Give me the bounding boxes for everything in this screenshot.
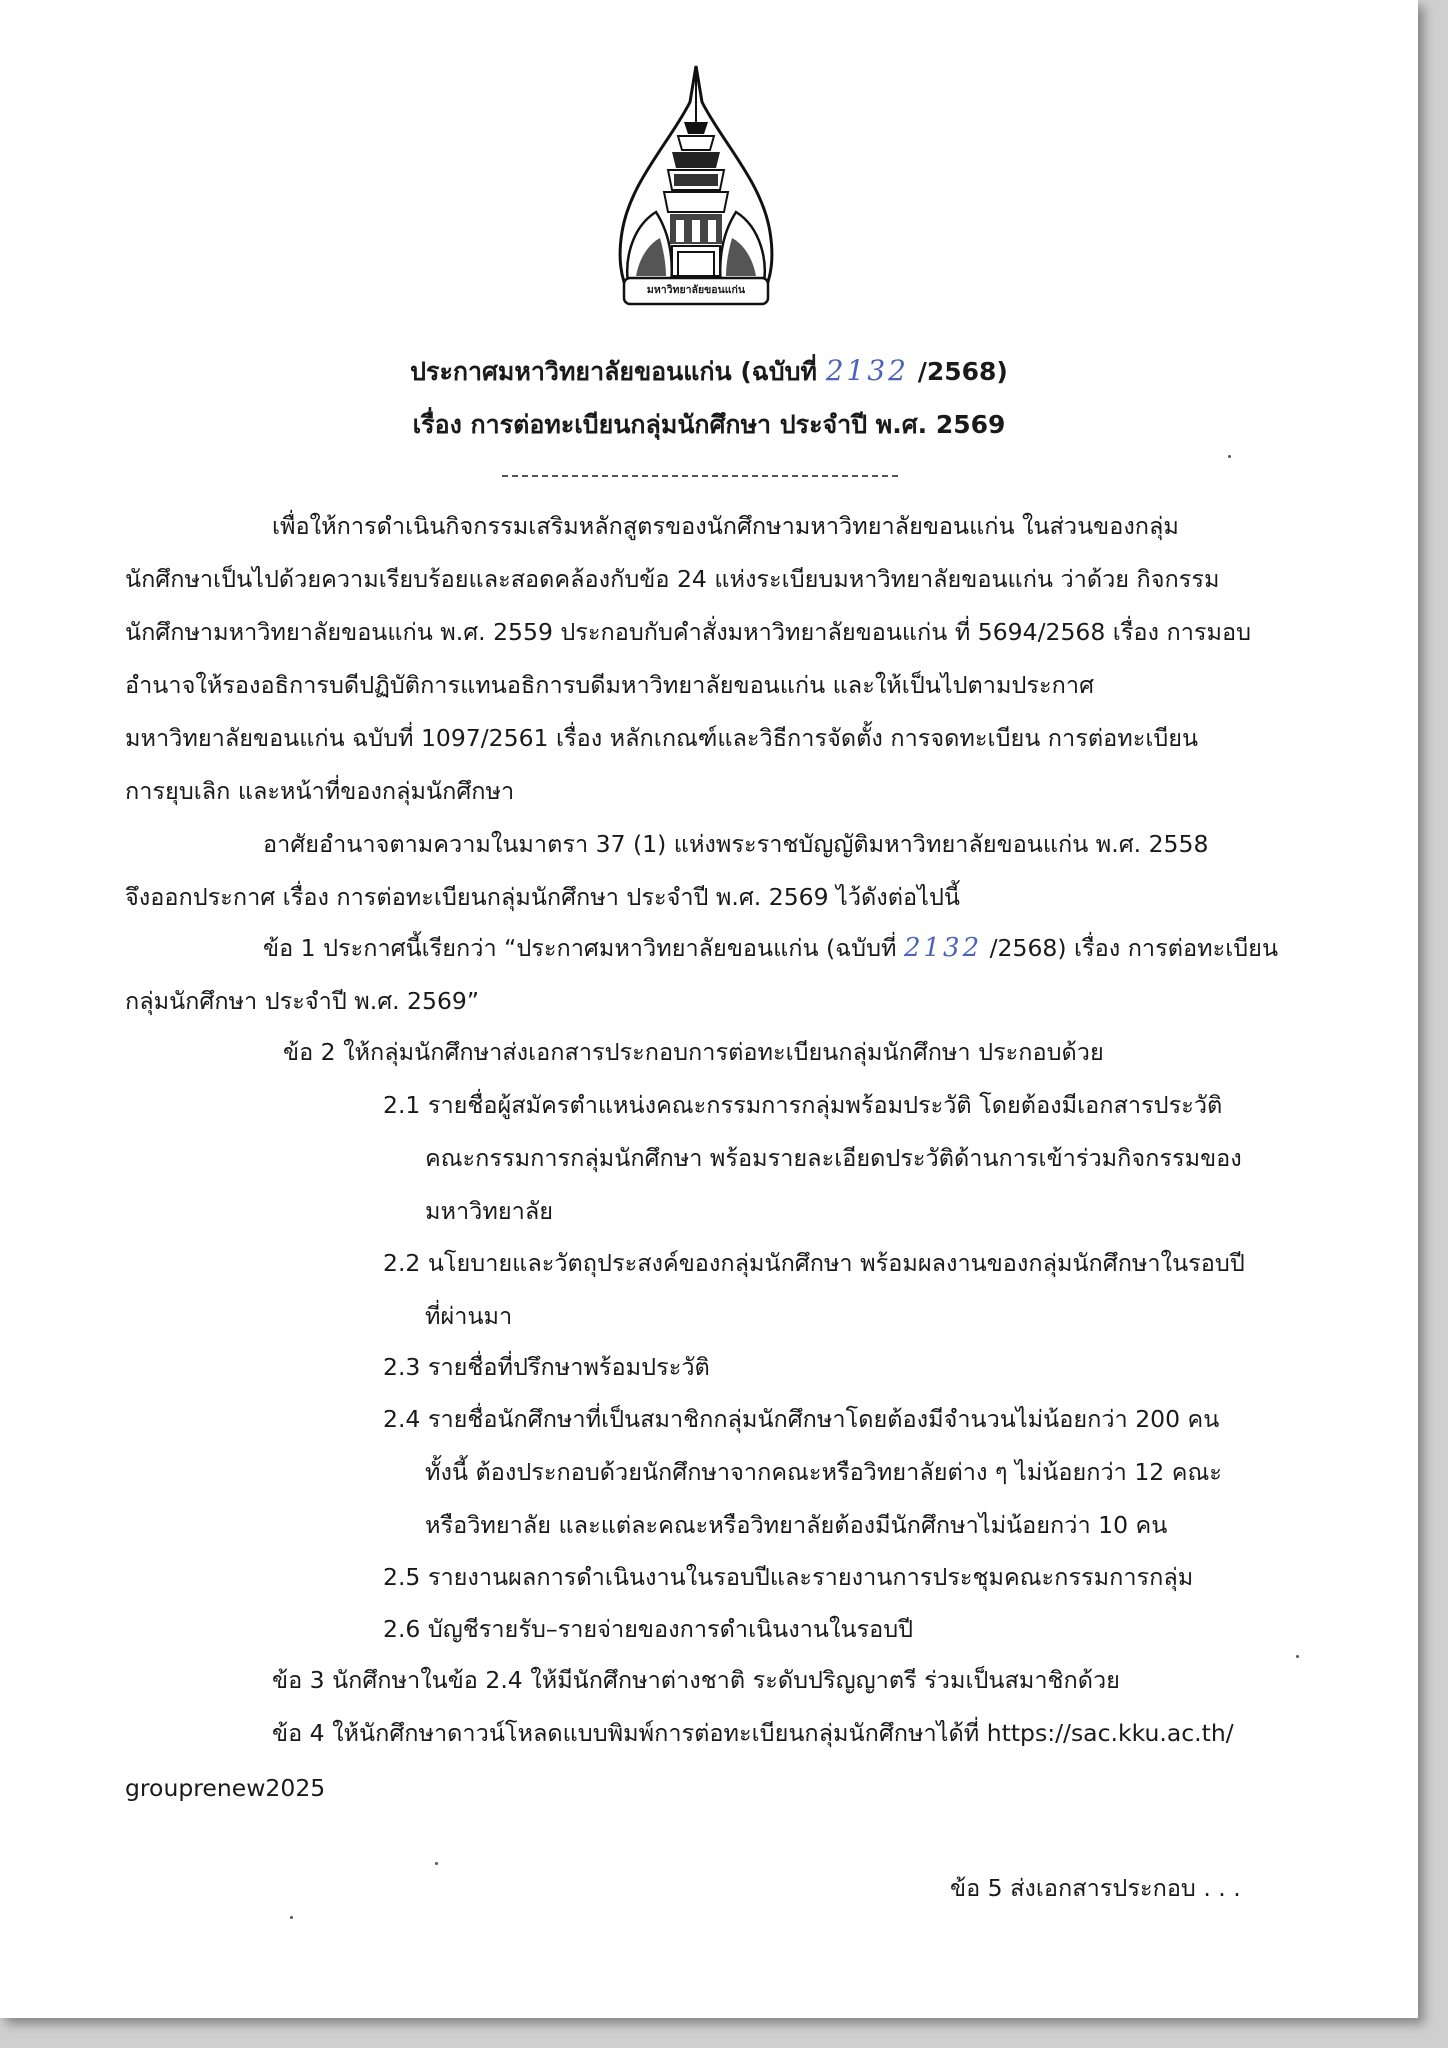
sub-item-2-1: มหาวิทยาลัย [425, 1197, 553, 1225]
announcement-title [0, 352, 1418, 392]
emblem-caption: มหาวิทยาลัยขอนแก่น [646, 284, 746, 296]
sub-item-2-4: หรือวิทยาลัย และแต่ละคณะหรือวิทยาลัยต้องมีนักศึกษาไม่น้อยกว่า 10 คน [425, 1511, 1168, 1539]
title-suffix: /2568) [917, 357, 1008, 386]
paragraph-line: มหาวิทยาลัยขอนแก่น ฉบับที่ 1097/2561 เรื่อง หลักเกณฑ์และวิธีการจัดตั้ง การจดทะเบียน การต่อทะเบียน [125, 724, 1199, 752]
sub-item-2-1: 2.1 รายชื่อผู้สมัครตำแหน่งคณะกรรมการกลุ่มพร้อมประวัติ โดยต้องมีเอกสารประวัติ [383, 1091, 1223, 1119]
paragraph-line: นักศึกษาเป็นไปด้วยความเรียบร้อยและสอดคล้องกับข้อ 24 แห่งระเบียบมหาวิทยาลัยขอนแก่น ว่าด้วย กิจกรรม [125, 565, 1220, 593]
sub-item-2-2: ที่ผ่านมา [425, 1302, 513, 1330]
sub-item-2-4: 2.4 รายชื่อนักศึกษาที่เป็นสมาชิกกลุ่มนักศึกษาโดยต้องมีจำนวนไม่น้อยกว่า 200 คน [383, 1405, 1220, 1433]
paragraph-line: อำนาจให้รองอธิการบดีปฏิบัติการแทนอธิการบดีมหาวิทยาลัยขอนแก่น และให้เป็นไปตามประกาศ [125, 671, 1094, 699]
item-1-line: ข้อ 1 ประกาศนี้เรียกว่า “ประกาศมหาวิทยาลัยขอนแก่น (ฉบับที่ 2132 /2568) เรื่อง การต่อทะเบียน [263, 933, 1279, 963]
item-2-line: ข้อ 2 ให้กลุ่มนักศึกษาส่งเอกสารประกอบการต่อทะเบียนกลุ่มนักศึกษา ประกอบด้วย [283, 1038, 1104, 1066]
title-separator [502, 475, 898, 477]
scan-speck [435, 1862, 438, 1865]
scan-speck [290, 1916, 293, 1919]
handwritten-number: 2132 [825, 354, 909, 387]
item-3-line: ข้อ 3 นักศึกษาในข้อ 2.4 ให้มีนักศึกษาต่างชาติ ระดับปริญญาตรี ร่วมเป็นสมาชิกด้วย [272, 1666, 1120, 1694]
paragraph-line: อาศัยอำนาจตามความในมาตรา 37 (1) แห่งพระราชบัญญัติมหาวิทยาลัยขอนแก่น พ.ศ. 2558 [263, 830, 1209, 858]
item-4-line: ข้อ 4 ให้นักศึกษาดาวน์โหลดแบบพิมพ์การต่อทะเบียนกลุ่มนักศึกษาได้ที่ https://sac.kku.ac.th/ [272, 1719, 1234, 1747]
paragraph-line: เพื่อให้การดำเนินกิจกรรมเสริมหลักสูตรของนักศึกษามหาวิทยาลัยขอนแก่น ในส่วนของกลุ่ม [272, 512, 1179, 540]
sub-item-2-1: คณะกรรมการกลุ่มนักศึกษา พร้อมรายละเอียดประวัติด้านการเข้าร่วมกิจกรรมของ [425, 1144, 1242, 1172]
item-1-line: กลุ่มนักศึกษา ประจำปี พ.ศ. 2569” [125, 987, 480, 1015]
continuation-note: ข้อ 5 ส่งเอกสารประกอบ . . . [950, 1874, 1241, 1902]
sub-item-2-5: 2.5 รายงานผลการดำเนินงานในรอบปีและรายงานการประชุมคณะกรรมการกลุ่ม [383, 1563, 1194, 1591]
scan-speck [1296, 1655, 1299, 1658]
scan-speck [1228, 455, 1231, 458]
handwritten-number: 2132 [903, 933, 983, 963]
item-4-url-continuation: grouprenew2025 [125, 1774, 326, 1802]
paragraph-line: จึงออกประกาศ เรื่อง การต่อทะเบียนกลุ่มนักศึกษา ประจำปี พ.ศ. 2569 ไว้ดังต่อไปนี้ [125, 883, 960, 911]
sub-item-2-2: 2.2 นโยบายและวัตถุประสงค์ของกลุ่มนักศึกษา พร้อมผลงานของกลุ่มนักศึกษาในรอบปี [383, 1249, 1245, 1277]
paragraph-line: การยุบเลิก และหน้าที่ของกลุ่มนักศึกษา [125, 777, 515, 805]
sub-item-2-6: 2.6 บัญชีรายรับ–รายจ่ายของการดำเนินงานในรอบปี [383, 1615, 914, 1643]
sub-item-2-4: ทั้งนี้ ต้องประกอบด้วยนักศึกษาจากคณะหรือวิทยาลัยต่าง ๆ ไม่น้อยกว่า 12 คณะ [425, 1458, 1222, 1486]
title-prefix: ประกาศมหาวิทยาลัยขอนแก่น (ฉบับที่ [410, 357, 817, 386]
announcement-subject: เรื่อง การต่อทะเบียนกลุ่มนักศึกษา ประจำปี พ.ศ. 2569 [412, 410, 1006, 439]
sub-item-2-3: 2.3 รายชื่อที่ปรึกษาพร้อมประวัติ [383, 1353, 710, 1381]
paragraph-line: นักศึกษามหาวิทยาลัยขอนแก่น พ.ศ. 2559 ประกอบกับคำสั่งมหาวิทยาลัยขอนแก่น ที่ 5694/2568 เรื่อง การมอบ [125, 618, 1252, 646]
